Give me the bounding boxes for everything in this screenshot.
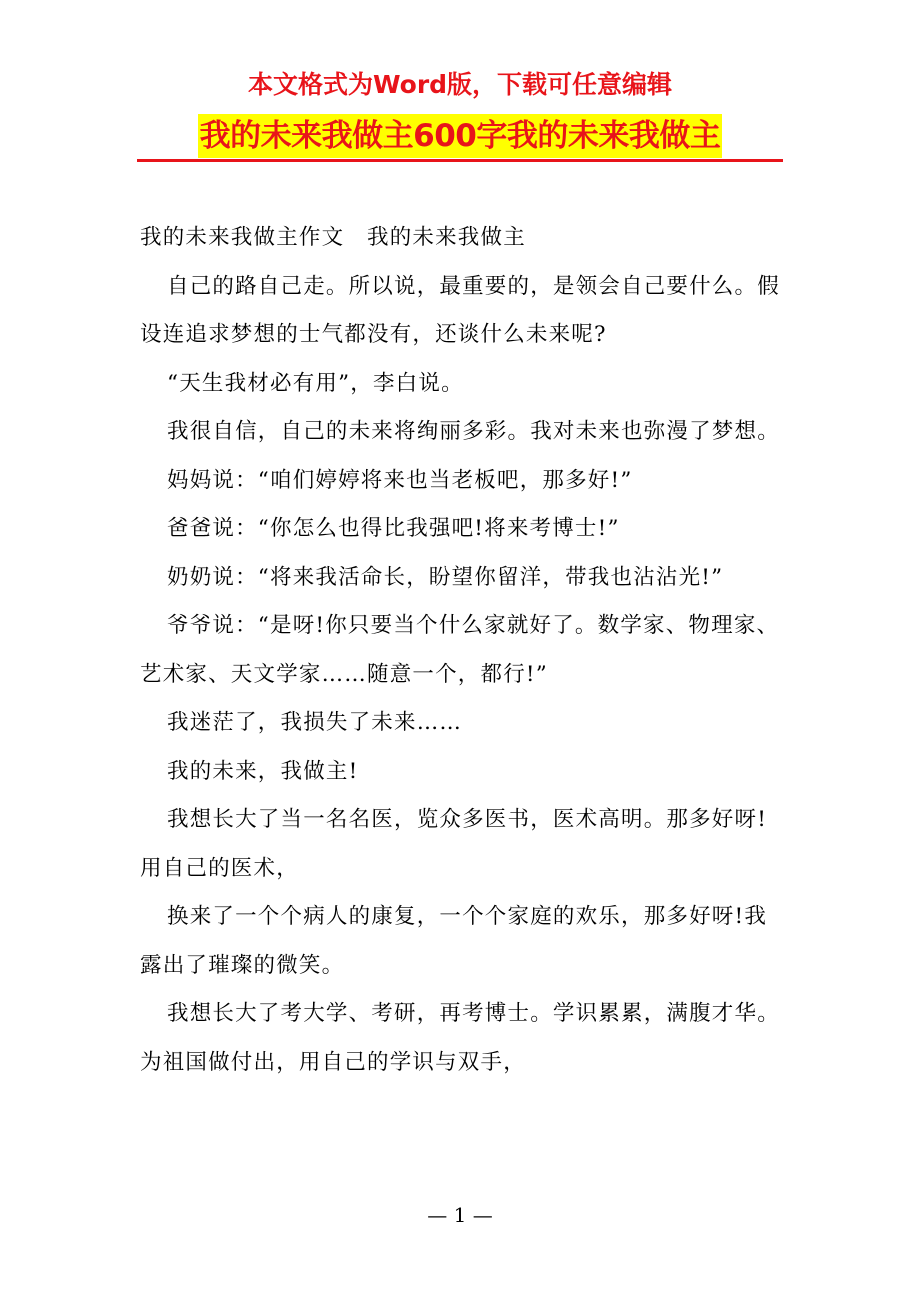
- paragraph: 我想长大了考大学、考研，再考博士。学识累累，满腹才华。为祖国做付出，用自己的学识与双手，: [140, 1001, 780, 1075]
- paragraph: 妈妈说：“咱们婷婷将来也当老板吧，那多好!”: [167, 467, 633, 493]
- page-number: — 1 —: [427, 1203, 493, 1227]
- paragraph: 爷爷说：“是呀!你只要当个什么家就好了。数学家、物理家、艺术家、天文学家……随意一个，都行!”: [140, 613, 780, 687]
- paragraph: 我的未来，我做主!: [167, 758, 359, 784]
- paragraph: 我迷茫了，我损失了未来……: [167, 710, 463, 735]
- document-title: 我的未来我做主600字我的未来我做主: [198, 114, 723, 158]
- paragraph: “天生我材必有用”，李白说。: [167, 370, 464, 396]
- format-notice: 本文格式为Word版，下载可任意编辑: [247, 70, 673, 99]
- title-underline: [137, 159, 783, 162]
- paragraph: 换来了一个个病人的康复，一个个家庭的欢乐，那多好呀!我露出了璀璨的微笑。: [140, 904, 768, 978]
- paragraph-heading: 我的未来我做主作文 我的未来我做主: [140, 225, 526, 250]
- paragraph: 我想长大了当一名名医，览众多医书，医术高明。那多好呀!用自己的医术，: [140, 807, 768, 881]
- paragraph: 奶奶说：“将来我活命长，盼望你留洋，带我也沾沾光!”: [167, 564, 724, 590]
- document-body: [140, 214, 780, 1087]
- paragraph: 自己的路自己走。所以说，最重要的，是领会自己要什么。假设连追求梦想的士气都没有，还谈什么未来呢?: [140, 273, 780, 347]
- paragraph: 我很自信，自己的未来将绚丽多彩。我对未来也弥漫了梦想。: [167, 419, 780, 444]
- title-container: [0, 114, 920, 158]
- paragraph: 爸爸说：“你怎么也得比我强吧!将来考博士!”: [167, 516, 620, 541]
